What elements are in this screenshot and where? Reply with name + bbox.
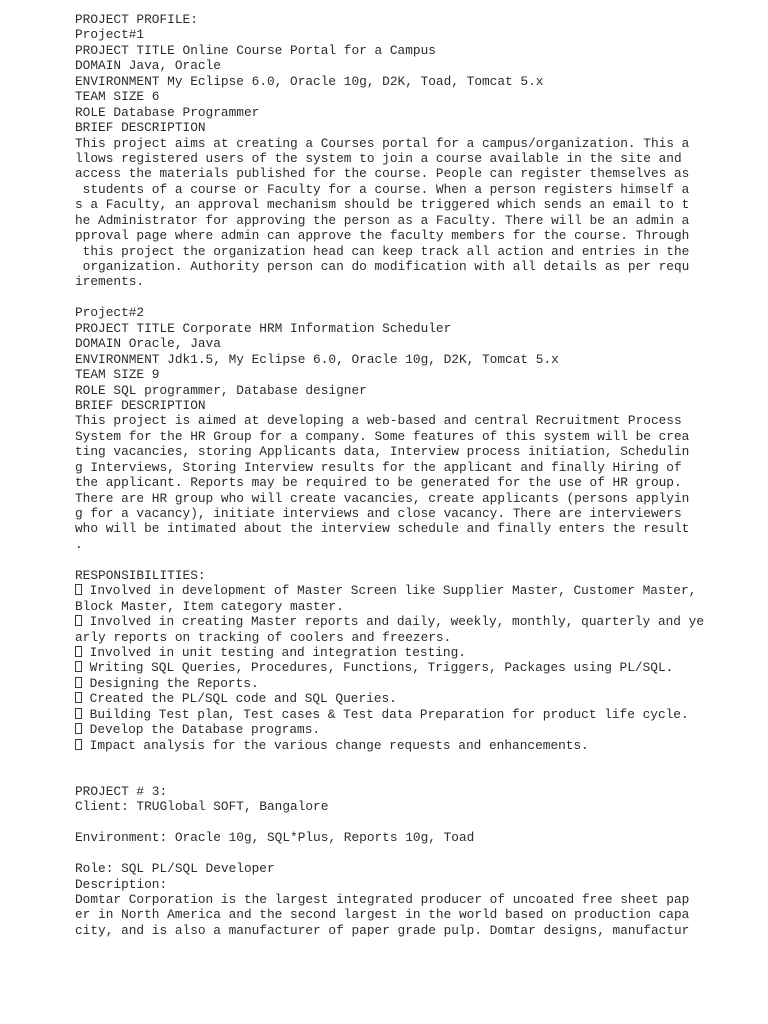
bullet-box-icon — [75, 615, 82, 626]
spacer — [75, 815, 755, 830]
project1-description-line: organization. Authority person can do modification with all details as per requ — [75, 259, 690, 274]
project3-environment: Environment: Oracle 10g, SQL*Plus, Reports 10g, Toad — [75, 830, 475, 846]
project1-description-line: access the materials published for the course. People can register themselves as — [75, 166, 690, 182]
spacer — [75, 753, 755, 768]
spacer — [75, 290, 755, 305]
project1-description-line: students of a course or Faculty for a course. When a person registers himself a — [75, 181, 690, 197]
project1-description-line: he Administrator for approving the person as a Faculty. There will be an admin a — [75, 212, 690, 228]
project3-description-line: city, and is also a manufacturer of paper grade pulp. Domtar designs, manufactur — [75, 922, 690, 938]
responsibility-item: Develop the Database programs. — [75, 722, 755, 737]
project2-description-line: . — [75, 536, 83, 552]
responsibility-item-continuation: Block Master, Item category master. — [75, 598, 344, 614]
project1-number: Project#1 — [75, 27, 145, 43]
responsibility-item-continuation: arly reports on tracking of coolers and freezers. — [75, 629, 452, 645]
bullet-box-icon — [75, 692, 82, 703]
responsibility-item: Involved in unit testing and integration testing. — [75, 645, 755, 660]
project2-environment: ENVIRONMENT Jdk1.5, My Eclipse 6.0, Oracle 10g, D2K, Tomcat 5.x — [75, 351, 559, 367]
project1-title: PROJECT TITLE Online Course Portal for a Campus — [75, 42, 436, 58]
project1-domain: DOMAIN Java, Oracle — [75, 58, 221, 74]
project3-description-line: Domtar Corporation is the largest integrated producer of uncoated free sheet pap — [75, 891, 690, 907]
spacer — [75, 768, 755, 783]
document-page — [75, 12, 755, 938]
project1-description-line: This project aims at creating a Courses portal for a campus/organization. This a — [75, 135, 690, 151]
project2-team-size: TEAM SIZE 9 — [75, 367, 160, 383]
project1-description-line: irements. — [75, 274, 145, 290]
project2-description-line: System for the HR Group for a company. Some features of this system will be crea — [75, 428, 690, 444]
project1-role: ROLE Database Programmer — [75, 104, 260, 120]
project2-description-line: the applicant. Reports may be required to be generated for the use of HR group. — [75, 475, 682, 491]
project3-client: Client: TRUGlobal SOFT, Bangalore — [75, 799, 329, 815]
bullet-box-icon — [75, 739, 82, 750]
bullet-box-icon — [75, 661, 82, 672]
bullet-box-icon — [75, 646, 82, 657]
project1-description-line: pproval page where admin can approve the faculty members for the course. Through — [75, 228, 690, 244]
project3-description-line: er in North America and the second largest in the world based on production capa — [75, 907, 690, 923]
responsibility-item: Building Test plan, Test cases & Test data Preparation for product life cycle. — [75, 707, 755, 722]
project2-description-line: g Interviews, Storing Interview results for the applicant and finally Hiring of — [75, 459, 682, 475]
project2-domain: DOMAIN Oracle, Java — [75, 336, 221, 352]
project1-brief-heading: BRIEF DESCRIPTION — [75, 120, 206, 136]
spacer — [75, 552, 755, 567]
project3-description-heading: Description: — [75, 876, 168, 892]
bullet-box-icon — [75, 708, 82, 719]
project2-description-line: ting vacancies, storing Applicants data, Interview process initiation, Schedulin — [75, 444, 690, 460]
project1-environment: ENVIRONMENT My Eclipse 6.0, Oracle 10g, D2K, Toad, Tomcat 5.x — [75, 73, 544, 89]
project2-description-line: who will be intimated about the interview schedule and finally enters the result — [75, 521, 690, 537]
project2-number: Project#2 — [75, 305, 145, 321]
project1-description-line: s a Faculty, an approval mechanism should be triggered which sends an email to t — [75, 197, 690, 213]
project2-role: ROLE SQL programmer, Database designer — [75, 382, 367, 398]
project2-brief-heading: BRIEF DESCRIPTION — [75, 397, 206, 413]
spacer — [75, 846, 755, 861]
project2-description-line: g for a vacancy), initiate interviews and close vacancy. There are interviewers — [75, 506, 682, 521]
project2-description-line: There are HR group who will create vacancies, create applicants (persons applyin — [75, 490, 690, 506]
responsibility-item: Involved in development of Master Screen like Supplier Master, Customer Master, — [75, 583, 755, 598]
project1-description-line: this project the organization head can keep track all action and entries in the — [75, 243, 690, 259]
project2-description-line: This project is aimed at developing a web-based and central Recruitment Process — [75, 413, 682, 429]
responsibility-item: Impact analysis for the various change requests and enhancements. — [75, 738, 755, 753]
project1-team-size: TEAM SIZE 6 — [75, 89, 160, 105]
project-profile-heading: PROJECT PROFILE: — [75, 12, 198, 27]
responsibilities-heading: RESPONSIBILITIES: — [75, 567, 206, 583]
responsibility-item: Created the PL/SQL code and SQL Queries. — [75, 691, 755, 706]
project3-number: PROJECT # 3: — [75, 783, 168, 799]
responsibility-item: Designing the Reports. — [75, 676, 755, 691]
bullet-box-icon — [75, 584, 82, 595]
responsibility-item: Writing SQL Queries, Procedures, Functions, Triggers, Packages using PL/SQL. — [75, 660, 755, 675]
project1-description-line: llows registered users of the system to join a course available in the site and — [75, 150, 682, 166]
project3-role: Role: SQL PL/SQL Developer — [75, 861, 275, 877]
responsibility-item: Involved in creating Master reports and daily, weekly, monthly, quarterly and ye — [75, 614, 755, 629]
bullet-box-icon — [75, 723, 82, 734]
project2-title: PROJECT TITLE Corporate HRM Information Scheduler — [75, 320, 452, 336]
bullet-box-icon — [75, 677, 82, 688]
